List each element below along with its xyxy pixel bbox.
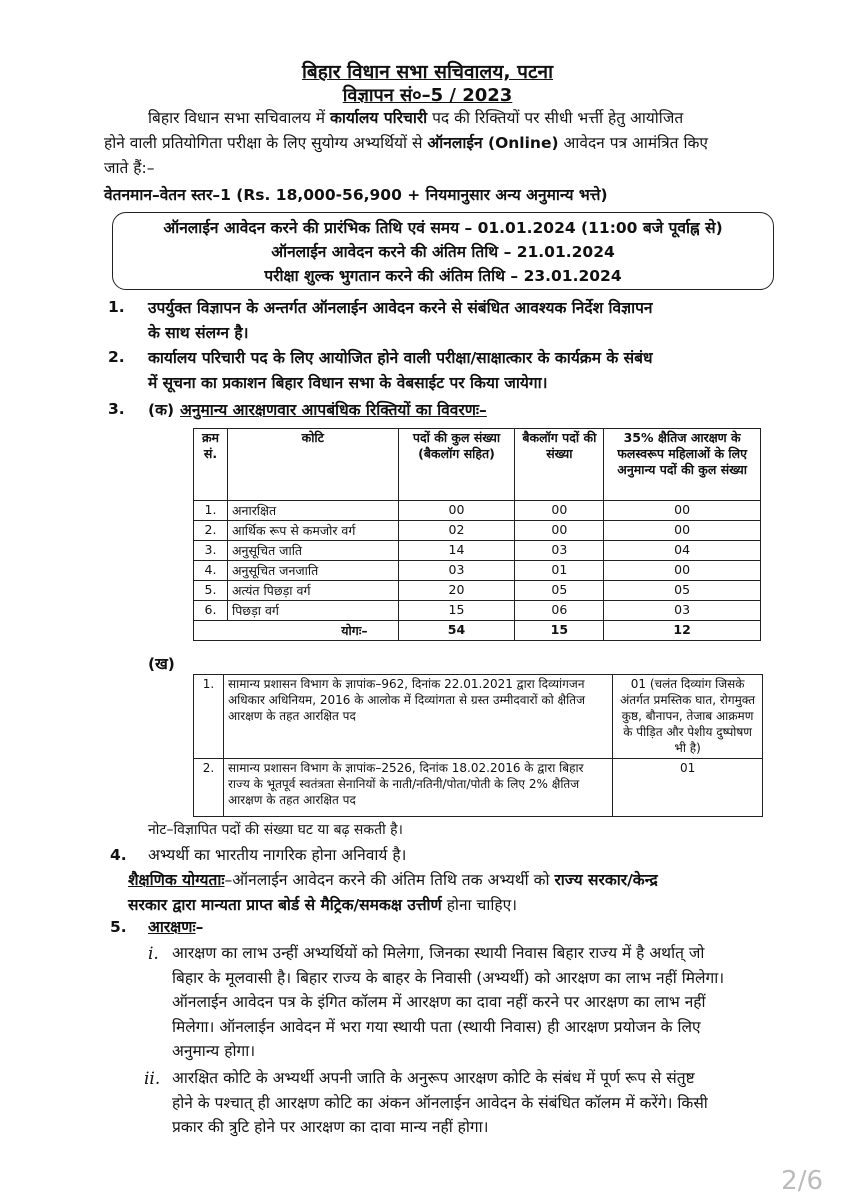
table-total-row — [194, 621, 761, 641]
cell-women: 00 — [604, 521, 761, 541]
cell-total: 14 — [398, 541, 515, 561]
horizontal-reservation-table — [193, 674, 763, 817]
education-bold-text: राज्य सरकार/केन्द्र — [554, 871, 658, 889]
col-header-serial: क्रम सं. — [194, 429, 228, 501]
cell-category: अत्यंत पिछड़ा वर्ग — [227, 581, 398, 601]
reservation-heading-wrap — [148, 915, 203, 940]
cell-description: सामान्य प्रशासन विभाग के ज्ञापांक–962, दिनांक 22.01.2021 द्वारा दिव्यांगजन अधिकार अधिनियम, 2016 के आलोक में दिव्यांगता से ग्रस्त उम्मीदवारों को क्षैतिज आरक्षण के तहत आरक्षित पद — [223, 675, 612, 759]
section-ka-label: (क) — [148, 401, 175, 419]
intro-text: आवेदन पत्र आमंत्रित किए — [558, 134, 708, 152]
intro-line-3: जाते हैं:– — [104, 159, 155, 177]
table-row — [194, 541, 761, 561]
point-2-line-2: में सूचना का प्रकाशन बिहार विधान सभा के वेबसाईट पर किया जायेगा। — [148, 374, 548, 392]
intro-text: होने वाली प्रतियोगिता परीक्षा के लिए सुयोग्य अभ्यर्थियों से — [104, 134, 428, 152]
page-indicator: 2/6 — [781, 1166, 823, 1196]
cell-serial: 1. — [194, 675, 224, 759]
col-header-total-posts: पदों की कुल संख्या (बैकलॉग सहित) — [398, 429, 515, 501]
cell-serial: 2. — [194, 521, 228, 541]
education-label: शैक्षणिक योग्यताः — [128, 871, 225, 889]
cell-total: 03 — [398, 561, 515, 581]
cell-category: अनारक्षित — [227, 501, 398, 521]
cell-backlog: 01 — [515, 561, 604, 581]
cell-reserved-count: 01 — [613, 759, 763, 817]
note: नोट–विज्ञापित पदों की संख्या घट या बढ़ सकती है। — [148, 822, 403, 838]
table-row — [194, 675, 763, 759]
education-bold-text: सरकार द्वारा मान्यता प्राप्त बोर्ड से मैट्रिक/समकक्ष उत्तीर्ण — [128, 896, 442, 914]
col-header-women: 35% क्षैतिज आरक्षण के फलस्वरूप महिलाओं के लिए अनुमान्य पदों की कुल संख्या — [604, 429, 761, 501]
education-line-2 — [128, 893, 808, 918]
application-start-date: ऑनलाईन आवेदन करने की प्रारंभिक तिथि एवं समय – 01.01.2024 (11:00 बजे पूर्वाह्न से) — [163, 219, 723, 237]
col-header-category: कोटि — [227, 429, 398, 501]
cell-category: आर्थिक रूप से कमजोर वर्ग — [227, 521, 398, 541]
section-kha-label: (ख) — [148, 655, 175, 673]
total-women: 12 — [604, 621, 761, 641]
sub-point-ii-line: आरक्षित कोटि के अभ्यर्थी अपनी जाति के अनुरूप आरक्षण कोटि के संबंध में पूर्ण रूप से संतुष्ट — [172, 1069, 695, 1087]
post-name: कार्यालय परिचारी — [330, 109, 428, 127]
reservation-heading: आरक्षणः — [148, 918, 196, 936]
sub-point-ii-line: होने के पश्चात् ही आरक्षण कोटि का अंकन ऑनलाईन आवेदन के संबंधित कॉलम में करेंगे। किसी — [172, 1093, 708, 1112]
point-number: 4. — [110, 846, 127, 864]
table-row — [194, 521, 761, 541]
citizenship-requirement: अभ्यर्थी का भारतीय नागरिक होना अनिवार्य है। — [148, 846, 407, 864]
sub-point-ii-label: ii. — [144, 1069, 161, 1089]
cell-backlog: 05 — [515, 581, 604, 601]
cell-backlog: 00 — [515, 521, 604, 541]
cell-serial: 4. — [194, 561, 228, 581]
cell-backlog: 03 — [515, 541, 604, 561]
sub-point-i-line: बिहार के मूलवासी है। बिहार राज्य के बाहर के निवासी (अभ्यर्थी) को आरक्षण का लाभ नहीं मिलेगा। — [172, 968, 725, 987]
intro-line-1 — [148, 106, 788, 131]
total-label: योगः– — [194, 621, 399, 641]
sub-point-i — [172, 941, 802, 1064]
cell-women: 00 — [604, 501, 761, 521]
cell-total: 15 — [398, 601, 515, 621]
point-number: 5. — [110, 918, 127, 936]
cell-category: अनुसूचित जाति — [227, 541, 398, 561]
cell-serial: 3. — [194, 541, 228, 561]
page-title: बिहार विधान सभा सचिवालय, पटना — [301, 61, 554, 83]
sub-point-ii-line: प्रकार की त्रुटि होने पर आरक्षण का दावा मान्य नहीं होगा। — [172, 1118, 489, 1136]
sub-point-i-line: अनुमान्य होगा। — [172, 1042, 256, 1060]
vacancy-table-heading: अनुमान्य आरक्षणवार आपबंधिक रिक्तियों का विवरणः– — [180, 401, 487, 419]
cell-backlog: 00 — [515, 501, 604, 521]
dates-box — [112, 212, 774, 290]
sub-point-ii — [172, 1066, 802, 1140]
table-row — [194, 561, 761, 581]
cell-total: 20 — [398, 581, 515, 601]
reservation-heading-suffix: – — [195, 918, 204, 936]
cell-serial: 2. — [194, 759, 224, 817]
pay-scale: वेतनमान–वेतन स्तर–1 (Rs. 18,000-56,900 + नियमानुसार अन्य अनुमान्य भत्ते) — [104, 186, 608, 204]
intro-text: पद की रिक्तियों पर सीधी भर्त्ती हेतु आयोजित — [427, 109, 684, 127]
table-row — [194, 759, 763, 817]
advertisement-number: विज्ञापन सं०–5 / 2023 — [342, 85, 513, 106]
intro-line-2 — [104, 131, 794, 156]
cell-backlog: 06 — [515, 601, 604, 621]
point-1-line-2: के साथ संलग्न है। — [148, 324, 249, 342]
cell-description: सामान्य प्रशासन विभाग के ज्ञापांक–2526, दिनांक 18.02.2016 के द्वारा बिहार राज्य के भूतपूर्व स्वतंत्रता सेनानियों के नाती/नतिनी/पोता/पोती के लिए 2% क्षैतिज आरक्षण के तहत आरक्षित पद — [223, 759, 612, 817]
point-number: 1. — [108, 298, 125, 316]
education-line-1 — [128, 868, 808, 893]
education-text: होना चाहिए। — [441, 896, 518, 914]
col-header-backlog: बैकलॉग पदों की संख्या — [515, 429, 604, 501]
point-number: 3. — [108, 400, 125, 418]
cell-women: 03 — [604, 601, 761, 621]
total-backlog: 15 — [515, 621, 604, 641]
sub-point-i-label: i. — [148, 944, 159, 964]
vacancy-table — [193, 428, 761, 641]
sub-point-i-line: ऑनलाईन आवेदन पत्र के इंगित कॉलम में आरक्षण का दावा नहीं करने पर आरक्षण का लाभ नहीं — [172, 993, 706, 1011]
table-row — [194, 581, 761, 601]
cell-total: 00 — [398, 501, 515, 521]
cell-women: 00 — [604, 561, 761, 581]
intro-text: बिहार विधान सभा सचिवालय में — [148, 109, 330, 127]
cell-women: 05 — [604, 581, 761, 601]
point-2-line-1: कार्यालय परिचारी पद के लिए आयोजित होने वाली परीक्षा/साक्षात्कार के कार्यक्रम के संबंध — [148, 349, 653, 367]
table-row — [194, 501, 761, 521]
cell-serial: 1. — [194, 501, 228, 521]
point-1-line-1: उपर्युक्त विज्ञापन के अन्तर्गत ऑनलाईन आवेदन करने से संबंधित आवश्यक निर्देश विज्ञापन — [148, 299, 653, 317]
sub-point-i-line: मिलेगा। ऑनलाईन आवेदन में भरा गया स्थायी पता (स्थायी निवास) ही आरक्षण प्रयोजन के लिए — [172, 1017, 701, 1036]
online-mode: ऑनलाईन (Online) — [427, 134, 559, 152]
application-end-date: ऑनलाईन आवेदन करने की अंतिम तिथि – 21.01.2024 — [271, 243, 615, 261]
table-row — [194, 601, 761, 621]
cell-women: 04 — [604, 541, 761, 561]
cell-reserved-count: 01 (चलंत दिव्यांग जिसके अंतर्गत प्रमस्तिक घात, रोगमुक्त कुष्ठ, बौनापन, तेजाब आक्रमण के पीड़ित और पेशीय दुष्पोषण भी है) — [613, 675, 763, 759]
total-posts: 54 — [398, 621, 515, 641]
sub-point-i-line: आरक्षण का लाभ उन्हीं अभ्यर्थियों को मिलेगा, जिनका स्थायी निवास बिहार राज्य में है अर्थात् जो — [172, 944, 705, 962]
cell-serial: 5. — [194, 581, 228, 601]
fee-last-date: परीक्षा शुल्क भुगतान करने की अंतिम तिथि – 23.01.2024 — [264, 267, 622, 285]
table-header-row — [194, 429, 761, 501]
cell-serial: 6. — [194, 601, 228, 621]
cell-total: 02 — [398, 521, 515, 541]
cell-category: अनुसूचित जनजाति — [227, 561, 398, 581]
cell-category: पिछड़ा वर्ग — [227, 601, 398, 621]
point-number: 2. — [108, 348, 125, 366]
education-text: –ऑनलाईन आवेदन करने की अंतिम तिथि तक अभ्यर्थी को — [224, 871, 555, 889]
